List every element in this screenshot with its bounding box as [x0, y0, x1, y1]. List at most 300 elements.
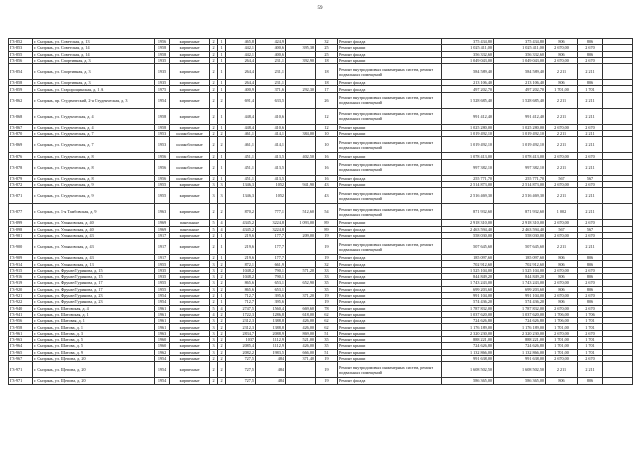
- cell-area-total: 712,7: [226, 292, 256, 298]
- cell-material: кирпичные: [170, 299, 210, 305]
- cell-work: Ремонт крыши: [338, 349, 442, 355]
- cell-residents: 35: [316, 343, 338, 349]
- cell-cost: 1 787 832,00: [442, 305, 494, 311]
- cell-residents: 12: [316, 108, 338, 124]
- cell-area-total: 2747,5: [226, 305, 256, 311]
- cell-area-total: 219,6: [226, 255, 256, 261]
- cell-address: г. Сызрань, ул. Спортивная, д. 3: [33, 80, 155, 86]
- cell-area-living: 413,5: [256, 175, 286, 181]
- cell-address: г. Сызрань, ул. Советская, д. 14: [33, 45, 155, 51]
- cell-area-total: 448,4: [226, 124, 256, 130]
- cell-cost2: 702 912,60: [494, 261, 546, 267]
- cell-area-extra: 371,40: [286, 355, 316, 361]
- cell-cost: 1 528 685,40: [442, 92, 494, 108]
- cell-unit1: 2 670,00: [546, 280, 578, 286]
- table-row: [9, 239, 633, 255]
- cell-cost: 497 202,70: [442, 86, 494, 92]
- cell-year: 1963: [155, 204, 170, 220]
- cell-cost2: 2 320 230,00: [494, 330, 546, 336]
- cell-cost2: 888 221,00: [494, 337, 546, 343]
- cell-id: Г3-956: [9, 318, 33, 324]
- cell-unit1: 2 211: [546, 137, 578, 153]
- cell-cost: 1 019 492,10: [442, 131, 494, 137]
- cell-area-extra: 869,00: [286, 330, 316, 336]
- cell-work: Ремонт крыши: [338, 124, 442, 130]
- cell-unit1: 1 706,00: [546, 311, 578, 317]
- cell-area-extra: [286, 239, 316, 255]
- cell-address: г. Сызрань, пр. Студенческий, 2-я Студенческая, д. 3: [33, 92, 155, 108]
- cell-unit2: 2 211: [578, 188, 603, 204]
- cell-id: Г3-963: [9, 337, 33, 343]
- cell-work: Ремонт крыши: [338, 57, 442, 63]
- cell-cost2: 507 645,60: [494, 239, 546, 255]
- cell-cost: 558 030,00: [442, 232, 494, 238]
- cell-address: г. Сызрань, ул. Студенческая, д. 8: [33, 153, 155, 159]
- cell-entrances: 2: [218, 355, 226, 361]
- cell-area-living: 1112,9: [256, 343, 286, 349]
- cell-residents: 62: [316, 311, 338, 317]
- cell-residents: 89: [316, 220, 338, 226]
- cell-residents: 12: [316, 124, 338, 130]
- cell-address: г. Сызрань, ул. Спортивная, д. 3: [33, 64, 155, 80]
- cell-blank: [603, 108, 633, 124]
- cell-area-living: 1983,5: [256, 349, 286, 355]
- cell-floors: 3: [210, 318, 218, 324]
- cell-year: 1956: [155, 159, 170, 175]
- table-row: [9, 204, 633, 220]
- cell-entrances: 2: [218, 131, 226, 137]
- cell-work: Ремонт крыши: [338, 280, 442, 286]
- cell-work: Ремонт крыши: [338, 232, 442, 238]
- cell-id: Г3-853: [9, 45, 33, 51]
- cell-blank: [603, 204, 633, 220]
- cell-year: 1961: [155, 305, 170, 311]
- cell-year: 1917: [155, 255, 170, 261]
- cell-area-extra: 1 093,00: [286, 220, 316, 226]
- cell-residents: 18: [316, 80, 338, 86]
- cell-cost: 844 849,20: [442, 274, 494, 280]
- cell-year: 1969: [155, 220, 170, 226]
- cell-unit1: 2 670,00: [546, 181, 578, 187]
- cell-cost: 1 132 866,00: [442, 349, 494, 355]
- cell-floors: 2: [210, 378, 218, 384]
- cell-area-living: 1052: [256, 188, 286, 204]
- cell-material: шлакоблочные: [170, 159, 210, 175]
- cell-address: г. Сызрань, ул. Шатова, д. 5: [33, 343, 155, 349]
- cell-entrances: 1: [218, 124, 226, 130]
- cell-unit2: 2 670: [578, 292, 603, 298]
- cell-residents: 32: [316, 261, 338, 267]
- cell-entrances: 2: [218, 362, 226, 378]
- cell-id: Г3-879: [9, 175, 33, 181]
- cell-cost2: 2 514 873,00: [494, 181, 546, 187]
- cell-floors: 2: [210, 255, 218, 261]
- cell-area-living: 410,6: [256, 124, 286, 130]
- cell-address: г. Сызрань, ул. Студенческая, д. 4: [33, 124, 155, 130]
- cell-residents: 32: [316, 39, 338, 45]
- cell-address: г. Сызрань, ул. 1-я Тамбовская, д. 9: [33, 204, 155, 220]
- cell-unit1: 806: [546, 39, 578, 45]
- cell-entrances: 1: [218, 108, 226, 124]
- cell-material: панельные: [170, 220, 210, 226]
- cell-material: кирпичные: [170, 292, 210, 298]
- cell-entrances: 1: [218, 86, 226, 92]
- cell-residents: 19: [316, 239, 338, 255]
- cell-blank: [603, 362, 633, 378]
- cell-address: г. Сызрань, ул. Студенческая, д. 8: [33, 175, 155, 181]
- cell-year: 1958: [155, 124, 170, 130]
- table-row: [9, 188, 633, 204]
- cell-unit1: 806: [546, 378, 578, 384]
- cell-material: кирпичные: [170, 92, 210, 108]
- cell-area-extra: 209,00: [286, 232, 316, 238]
- cell-cost2: 1 176 189,00: [494, 324, 546, 330]
- cell-material: кирпичные: [170, 286, 210, 292]
- cell-area-total: 727,5: [226, 378, 256, 384]
- cell-floors: 2: [210, 51, 218, 57]
- cell-unit2: 2 670: [578, 267, 603, 273]
- cell-floors: 2: [210, 239, 218, 255]
- cell-unit2: 2 211: [578, 204, 603, 220]
- cell-floors: 5: [210, 305, 218, 311]
- cell-cost: 991 412,40: [442, 108, 494, 124]
- cell-unit2: 2 211: [578, 362, 603, 378]
- cell-cost: 2 516 469,30: [442, 188, 494, 204]
- cell-address: г. Сызрань, ул. Студенческая, д. 4: [33, 108, 155, 124]
- cell-unit1: 2 670,00: [546, 232, 578, 238]
- cell-area-total: 872,1: [226, 261, 256, 267]
- cell-entrances: 2: [218, 267, 226, 273]
- cell-unit2: 2 670: [578, 45, 603, 51]
- cell-cost: 185 097,60: [442, 255, 494, 261]
- cell-unit1: 2 670,00: [546, 124, 578, 130]
- cell-unit2: 806: [578, 299, 603, 305]
- cell-work: Ремонт крыши: [338, 330, 442, 336]
- cell-material: кирпичные: [170, 255, 210, 261]
- cell-area-total: 400,9: [226, 86, 256, 92]
- cell-entrances: 1: [218, 159, 226, 175]
- cell-material: кирпичные: [170, 378, 210, 384]
- cell-unit1: 2 211: [546, 159, 578, 175]
- cell-year: 1955: [155, 261, 170, 267]
- cell-cost2: 991 412,40: [494, 108, 546, 124]
- cell-cost: 888 221,00: [442, 337, 494, 343]
- cell-work: Ремонт фасада: [338, 86, 442, 92]
- cell-id: Г3-971: [9, 378, 33, 384]
- cell-residents: 19: [316, 292, 338, 298]
- cell-unit2: 2 670: [578, 153, 603, 159]
- cell-material: кирпичные: [170, 330, 210, 336]
- cell-address: г. Сызрань, ул. Фрунзе/Гуринова, д. 15: [33, 274, 155, 280]
- cell-entrances: 1: [218, 153, 226, 159]
- cell-area-total: 727,5: [226, 362, 256, 378]
- cell-unit1: 1 701,00: [546, 324, 578, 330]
- cell-floors: 2: [210, 159, 218, 175]
- cell-unit2: 806: [578, 80, 603, 86]
- cell-floors: 2: [210, 39, 218, 45]
- cell-year: 1960: [155, 343, 170, 349]
- cell-work: Ремонт крыши: [338, 181, 442, 187]
- cell-entrances: 2: [218, 204, 226, 220]
- cell-cost: 871 932,60: [442, 204, 494, 220]
- cell-floors: 2: [210, 232, 218, 238]
- cell-cost2: 1 078 413,00: [494, 153, 546, 159]
- cell-work: Ремонт внутридомовых инженерных систем, ремонт подвальных помещений: [338, 64, 442, 80]
- cell-year: 1956: [155, 175, 170, 181]
- cell-work: Ремонт фасада: [338, 175, 442, 181]
- cell-entrances: 1: [218, 175, 226, 181]
- cell-work: Ремонт внутридомовых инженерных систем, ремонт подвальных помещений: [338, 362, 442, 378]
- cell-entrances: 2: [218, 261, 226, 267]
- cell-floors: 3: [210, 181, 218, 187]
- cell-area-total: 442,1: [226, 45, 256, 51]
- cell-floors: 2: [210, 137, 218, 153]
- cell-area-total: 1048,2: [226, 274, 256, 280]
- cell-year: 1958: [155, 51, 170, 57]
- cell-year: 1958: [155, 45, 170, 51]
- cell-entrances: 2: [218, 286, 226, 292]
- cell-unit2: 1 701: [578, 318, 603, 324]
- cell-year: 1954: [155, 299, 170, 305]
- cell-entrances: 2: [218, 330, 226, 336]
- cell-year: 1955: [155, 188, 170, 204]
- cell-cost2: 574 436,20: [494, 299, 546, 305]
- cell-work: Ремонт фасада: [338, 39, 442, 45]
- cell-area-total: 2082,2: [226, 349, 256, 355]
- cell-work: Ремонт фасада: [338, 261, 442, 267]
- cell-material: кирпичные: [170, 239, 210, 255]
- cell-floors: 3: [210, 261, 218, 267]
- cell-id: Г3-958: [9, 324, 33, 330]
- cell-area-living: 653,1: [256, 286, 286, 292]
- cell-unit1: 806: [546, 51, 578, 57]
- cell-floors: 3: [210, 337, 218, 343]
- cell-residents: 54: [316, 204, 338, 220]
- cell-unit2: 2 211: [578, 131, 603, 137]
- cell-year: 1955: [155, 181, 170, 187]
- cell-area-total: 264,4: [226, 80, 256, 86]
- cell-entrances: 2: [218, 318, 226, 324]
- cell-entrances: 1: [218, 255, 226, 261]
- cell-work: Ремонт внутридомовых инженерных систем, ремонт подвальных помещений: [338, 108, 442, 124]
- cell-area-living: 400,6: [256, 45, 286, 51]
- cell-year: 1961: [155, 311, 170, 317]
- cell-id: Г3-901: [9, 232, 33, 238]
- cell-cost: 997 382,10: [442, 159, 494, 175]
- cell-address: г. Сызрань, ул. Студенческая, д. 7: [33, 137, 155, 153]
- cell-address: г. Сызрань, ул. Щепова, д. 20: [33, 355, 155, 361]
- cell-residents: 19: [316, 299, 338, 305]
- cell-cost: 1 019 492,10: [442, 137, 494, 153]
- cell-area-total: 448,4: [226, 108, 256, 124]
- cell-unit1: 2 211: [546, 188, 578, 204]
- cell-residents: 51: [316, 349, 338, 355]
- cell-unit2: 1 701: [578, 343, 603, 349]
- cell-year: 1956: [155, 153, 170, 159]
- cell-area-total: 2312,3: [226, 324, 256, 330]
- cell-floors: 2: [210, 64, 218, 80]
- table-row: [9, 362, 633, 378]
- cell-area-extra: 426,00: [286, 318, 316, 324]
- cell-material: кирпичные: [170, 362, 210, 378]
- cell-area-total: 461,1: [226, 131, 256, 137]
- cell-residents: 19: [316, 255, 338, 261]
- cell-floors: 3: [210, 274, 218, 280]
- cell-address: г. Сызрань, ул. Студенческая, д. 9: [33, 181, 155, 187]
- cell-id: Г3-878: [9, 159, 33, 175]
- cell-unit1: 2 670,00: [546, 292, 578, 298]
- cell-id: Г3-965: [9, 349, 33, 355]
- cell-cost: 507 645,60: [442, 239, 494, 255]
- cell-year: 1955: [155, 286, 170, 292]
- cell-area-extra: 426,00: [286, 324, 316, 330]
- cell-area-total: 1346,3: [226, 181, 256, 187]
- cell-work: Ремонт крыши: [338, 45, 442, 51]
- cell-year: 1963: [155, 330, 170, 336]
- cell-unit2: 567: [578, 226, 603, 232]
- cell-area-living: 413,5: [256, 153, 286, 159]
- cell-residents: 18: [316, 57, 338, 63]
- cell-address: г. Сызрань, ул. Ульяновская, д. 40: [33, 226, 155, 232]
- cell-area-total: 2834,7: [226, 330, 256, 336]
- cell-area-living: 231,1: [256, 57, 286, 63]
- cell-id: Г3-941: [9, 311, 33, 317]
- cell-residents: 19: [316, 362, 338, 378]
- cell-unit1: 806: [546, 261, 578, 267]
- cell-address: г. Сызрань, ул. Фрунзе/Гуринова, д. 17: [33, 286, 155, 292]
- cell-residents: 16: [316, 175, 338, 181]
- cell-area-extra: 669,60: [286, 305, 316, 311]
- cell-material: кирпичные: [170, 86, 210, 92]
- table-row: [9, 64, 633, 80]
- cell-material: кирпичные: [170, 280, 210, 286]
- cell-unit2: 806: [578, 378, 603, 384]
- cell-cost: 584 589,40: [442, 64, 494, 80]
- cell-unit2: 2 211: [578, 92, 603, 108]
- cell-floors: 2: [210, 362, 218, 378]
- cell-id: Г3-916: [9, 274, 33, 280]
- cell-blank: [603, 92, 633, 108]
- cell-work: Ремонт фасада: [338, 378, 442, 384]
- cell-material: кирпичные: [170, 267, 210, 273]
- cell-id: Г3-921: [9, 292, 33, 298]
- cell-entrances: 1: [218, 45, 226, 51]
- cell-work: Ремонт крыши: [338, 153, 442, 159]
- cell-unit1: 2 670,00: [546, 220, 578, 226]
- cell-floors: 2: [210, 355, 218, 361]
- cell-cost2: 991 104,00: [494, 292, 546, 298]
- cell-address: г. Сызрань, ул. Студенческая, д. 9: [33, 188, 155, 204]
- cell-area-total: 442,1: [226, 51, 256, 57]
- cell-id: Г3-964: [9, 343, 33, 349]
- cell-address: г. Сызрань, ул. Шатовская, д. 1: [33, 311, 155, 317]
- cell-area-living: 3224,8: [256, 220, 286, 226]
- cell-unit1: 1 701,00: [546, 343, 578, 349]
- cell-address: г. Сызрань, ул. Шатова, д. 5: [33, 337, 155, 343]
- cell-material: кирпичные: [170, 108, 210, 124]
- cell-floors: 2: [210, 108, 218, 124]
- cell-year: 1935: [155, 274, 170, 280]
- cell-floors: 3: [210, 324, 218, 330]
- cell-unit1: 567: [546, 226, 578, 232]
- cell-unit2: 2 211: [578, 239, 603, 255]
- cell-residents: 10: [316, 131, 338, 137]
- cell-material: кирпичные: [170, 39, 210, 45]
- cell-floors: 2: [210, 204, 218, 220]
- cell-unit2: 806: [578, 286, 603, 292]
- cell-id: Г3-855: [9, 51, 33, 57]
- cell-unit2: 2 670: [578, 330, 603, 336]
- cell-year: 1954: [155, 362, 170, 378]
- cell-unit1: 806: [546, 286, 578, 292]
- cell-area-living: 395,6: [256, 292, 286, 298]
- cell-blank: [603, 159, 633, 175]
- cell-unit2: 806: [578, 261, 603, 267]
- cell-residents: 43: [316, 188, 338, 204]
- cell-area-living: 177,7: [256, 255, 286, 261]
- cell-unit1: 567: [546, 175, 578, 181]
- cell-residents: 10: [316, 137, 338, 153]
- cell-address: г. Сызрань, ул. Шатовая, д. 1: [33, 318, 155, 324]
- cell-address: г. Сызрань, ул. Фрунзе/Гуринова, д. 23: [33, 299, 155, 305]
- cell-area-extra: [286, 159, 316, 175]
- cell-unit2: 2 670: [578, 220, 603, 226]
- cell-area-extra: 395,38: [286, 45, 316, 51]
- cell-address: г. Сызрань, ул. Шатова, д. 9: [33, 349, 155, 355]
- cell-floors: 2: [210, 131, 218, 137]
- cell-year: 1953: [155, 137, 170, 153]
- cell-area-total: 264,4: [226, 64, 256, 80]
- cell-address: г. Сызрань, ул. Советская, д. 14: [33, 51, 155, 57]
- cell-residents: 33: [316, 274, 338, 280]
- cell-floors: 2: [210, 292, 218, 298]
- cell-residents: 19: [316, 232, 338, 238]
- cell-area-extra: [286, 188, 316, 204]
- cell-unit1: 2 211: [546, 92, 578, 108]
- cell-cost2: 1 528 685,40: [494, 92, 546, 108]
- cell-address: г. Сызрань, ул. Ульяновская, д. 43: [33, 232, 155, 238]
- cell-floors: 5: [210, 226, 218, 232]
- cell-unit1: 2 211: [546, 64, 578, 80]
- cell-material: кирпичные: [170, 124, 210, 130]
- cell-id: Г3-869: [9, 137, 33, 153]
- cell-cost2: 1 743 243,00: [494, 280, 546, 286]
- cell-area-living: 1112,9: [256, 337, 286, 343]
- cell-year: 1935: [155, 57, 170, 63]
- cell-residents: 35: [316, 337, 338, 343]
- cell-work: Ремонт крыши: [338, 324, 442, 330]
- table-row: [9, 137, 633, 153]
- cell-cost: 574 436,20: [442, 299, 494, 305]
- cell-residents: 35: [316, 280, 338, 286]
- cell-address: г. Сызрань, ул. Старорощинская, д. 1 А: [33, 86, 155, 92]
- cell-cost: 1 025 280,00: [442, 124, 494, 130]
- cell-address: г. Сызрань, ул. Шатовская, д. 4: [33, 305, 155, 311]
- cell-cost2: 558 030,00: [494, 232, 546, 238]
- cell-area-extra: [286, 108, 316, 124]
- cell-cost2: 185 097,60: [494, 255, 546, 261]
- cell-unit2: 806: [578, 51, 603, 57]
- cell-area-total: 264,4: [226, 57, 256, 63]
- cell-area-extra: [286, 362, 316, 378]
- cell-material: кирпичные: [170, 181, 210, 187]
- cell-material: кирпичные: [170, 188, 210, 204]
- cell-entrances: 2: [218, 337, 226, 343]
- cell-residents: 89: [316, 226, 338, 232]
- cell-unit1: 2 670,00: [546, 267, 578, 273]
- cell-residents: 17: [316, 86, 338, 92]
- cell-address: г. Сызрань, ул. Студенческая, д. 8: [33, 159, 155, 175]
